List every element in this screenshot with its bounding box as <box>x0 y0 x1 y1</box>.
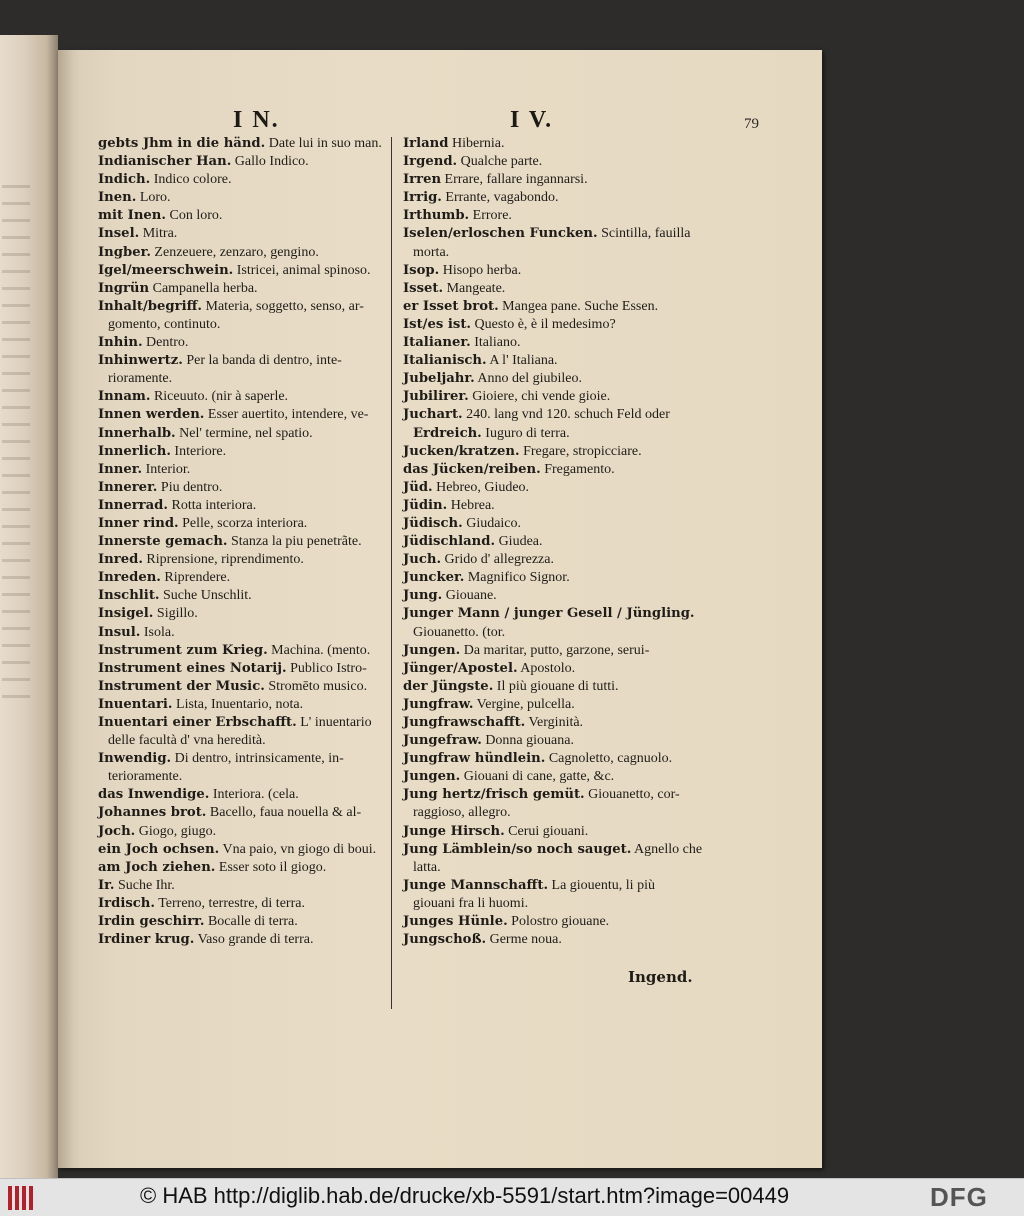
copyright-url: © HAB http://diglib.hab.de/drucke/xb-5591/start.htm?image=00449 <box>140 1183 790 1208</box>
german-headword: Instrument zum Krieg. <box>98 642 268 658</box>
german-headword: Jung. <box>403 588 443 604</box>
italian-gloss: Piu dentro. <box>157 479 223 495</box>
italian-gloss: Apostolo. <box>517 660 576 676</box>
dictionary-entry <box>98 587 434 605</box>
italian-gloss: Giouanetto. (tor. <box>413 624 506 640</box>
german-headword: Johannes brot. <box>98 805 207 821</box>
dictionary-entry <box>403 569 763 587</box>
dictionary-entry <box>98 153 434 171</box>
italian-gloss: Suche Ihr. <box>114 877 175 893</box>
dictionary-entry <box>98 443 434 461</box>
dictionary-entry <box>403 624 763 642</box>
italian-gloss: Magnifico Signor. <box>464 570 570 586</box>
italian-gloss: Errore. <box>469 208 512 224</box>
italian-gloss: Interior. <box>142 461 191 477</box>
italian-gloss: Per la banda di dentro, inte- <box>182 353 342 369</box>
german-headword: Jungfrawschafft. <box>403 715 526 730</box>
italian-gloss: Il più giouane di tutti. <box>493 678 619 694</box>
dictionary-entry <box>403 877 763 895</box>
italian-gloss: Da maritar, putto, garzone, serui- <box>460 642 650 658</box>
german-headword: Isop. <box>403 262 440 278</box>
italian-gloss: Riprensione, riprendimento. <box>142 552 304 568</box>
dictionary-entry <box>98 334 434 352</box>
italian-gloss: Publico Istro- <box>286 660 367 676</box>
german-headword: ein Joch ochsen. <box>98 841 220 857</box>
german-headword: Inschlit. <box>98 588 160 604</box>
italian-gloss: Gallo Indico. <box>231 154 309 170</box>
german-headword: Jünger/Apostel. <box>403 660 518 676</box>
german-headword: Jungfraw. <box>403 696 474 712</box>
german-headword: Junges Hünle. <box>403 914 508 930</box>
italian-gloss: Isola. <box>140 624 175 640</box>
german-headword: Jungen. <box>403 769 461 785</box>
footer-bar <box>0 1178 1024 1216</box>
italian-gloss: Dentro. <box>142 335 189 351</box>
dictionary-entry <box>403 587 763 605</box>
previous-page-edge <box>0 35 58 1178</box>
german-headword: Inner rind. <box>98 515 179 531</box>
italian-gloss: raggioso, allegro. <box>413 805 511 821</box>
dictionary-entry <box>98 461 434 479</box>
italian-gloss: Hibernia. <box>448 136 505 151</box>
dictionary-entry <box>98 895 434 913</box>
italian-gloss: Di dentro, intrinsicamente, in- <box>171 751 344 767</box>
german-headword: Junge Mannschafft. <box>403 877 549 893</box>
german-headword: Instrument der Music. <box>98 678 265 694</box>
italian-gloss: Esser soto il giogo. <box>215 859 327 875</box>
dictionary-entry <box>98 786 434 804</box>
italian-gloss: Giudaico. <box>462 515 522 531</box>
german-headword: Inhin. <box>98 335 143 351</box>
german-headword: Inner. <box>98 461 143 477</box>
dictionary-entry <box>403 768 763 786</box>
dictionary-entry <box>403 823 763 841</box>
italian-gloss: Vna paio, vn giogo di boui. <box>219 841 377 857</box>
italian-gloss: Mangeate. <box>443 280 506 296</box>
dictionary-entry <box>98 660 434 678</box>
german-headword: Juch. <box>403 552 442 568</box>
dictionary-entry <box>98 768 434 786</box>
dictionary-entry <box>98 859 434 877</box>
italian-gloss: Qualche parte. <box>457 154 543 170</box>
german-headword: Inhinwertz. <box>98 353 183 369</box>
italian-gloss: morta. <box>413 244 450 260</box>
german-headword: Igel/meerschwein. <box>98 262 234 278</box>
italian-gloss: Fregare, stropicciare. <box>519 443 642 459</box>
german-headword: Jüdischland. <box>403 534 496 550</box>
italian-gloss: rioramente. <box>108 371 173 387</box>
italian-gloss: Loro. <box>136 190 171 206</box>
german-headword: Jungen. <box>403 642 461 658</box>
dictionary-entry <box>403 352 763 370</box>
dictionary-entry <box>98 642 434 660</box>
german-headword: Innerlich. <box>98 443 171 459</box>
dictionary-entry <box>98 244 434 262</box>
dictionary-entry <box>403 732 763 750</box>
german-headword: Jubeljahr. <box>403 371 475 387</box>
dictionary-entry <box>98 207 434 225</box>
german-headword: Inuentari einer Erbschafft. <box>98 715 297 730</box>
dictionary-entry <box>403 841 763 859</box>
italian-gloss: Donna giouana. <box>481 733 574 749</box>
dictionary-entry <box>98 262 434 280</box>
italian-gloss: Mangea pane. Suche Essen. <box>498 298 659 314</box>
italian-gloss: Zenzeuere, zenzaro, gengino. <box>150 244 319 260</box>
german-headword: Instrument eines Notarij. <box>98 660 287 676</box>
italian-gloss: Con loro. <box>165 208 223 224</box>
dictionary-entry <box>403 931 763 949</box>
dictionary-entry <box>403 678 763 696</box>
previous-page-ghost-text <box>2 185 30 705</box>
german-headword: er Isset brot. <box>403 298 499 314</box>
german-headword: der Jüngste. <box>403 678 494 694</box>
german-headword: Insigel. <box>98 606 154 622</box>
german-headword: Iselen/erloschen Funcken. <box>403 226 598 242</box>
italian-gloss: Grido d' allegrezza. <box>441 552 554 568</box>
running-head-left: I N. <box>233 107 280 133</box>
german-headword: Italianer. <box>403 335 471 351</box>
german-headword: Innerrad. <box>98 497 168 513</box>
dictionary-entry <box>98 497 434 515</box>
library-logo-icon <box>8 1186 34 1210</box>
dictionary-entry <box>403 425 763 443</box>
italian-gloss: Campanella herba. <box>149 280 258 296</box>
catchword: Ingend. <box>628 968 693 986</box>
german-headword: das Inwendige. <box>98 787 210 803</box>
italian-gloss: Esser auertito, intendere, ve- <box>204 407 369 423</box>
dictionary-entry <box>403 895 763 913</box>
dictionary-entry <box>98 551 434 569</box>
german-headword: Jüdisch. <box>403 515 463 531</box>
italian-gloss: Anno del giubileo. <box>474 371 583 387</box>
italian-gloss: terioramente. <box>108 769 183 785</box>
dictionary-entry <box>403 298 763 316</box>
dictionary-entry <box>98 352 434 370</box>
german-headword: Irrig. <box>403 190 442 206</box>
german-headword: Innerste gemach. <box>98 534 228 550</box>
italian-gloss: Sigillo. <box>153 606 198 622</box>
italian-gloss: Giouane. <box>442 588 497 604</box>
italian-gloss: Vergine, pulcella. <box>473 696 575 712</box>
italian-gloss: A l' Italiana. <box>486 353 558 369</box>
italian-gloss: Polostro giouane. <box>507 914 610 930</box>
italian-gloss: Giudea. <box>495 534 543 550</box>
dictionary-entry <box>403 515 763 533</box>
dictionary-entry <box>403 316 763 334</box>
italian-gloss: Stromēto musico. <box>264 678 368 694</box>
dictionary-entry <box>98 406 434 424</box>
dictionary-entry <box>98 225 434 243</box>
german-headword: Juncker. <box>403 570 465 586</box>
german-headword: Jüdin. <box>403 497 448 513</box>
italian-gloss: Terreno, terrestre, di terra. <box>154 895 305 911</box>
dictionary-entry <box>98 877 434 895</box>
italian-gloss: 240. lang vnd 120. schuch Feld oder <box>462 407 670 423</box>
italian-gloss: gomento, continuto. <box>108 316 221 332</box>
italian-gloss: Agnello che <box>631 841 703 857</box>
italian-gloss: delle facultà d' vna heredità. <box>108 733 266 749</box>
italian-gloss: Hebreo, Giudeo. <box>432 479 530 495</box>
italian-gloss: Verginità. <box>525 715 584 730</box>
dictionary-entry <box>98 316 434 334</box>
italian-gloss: Riprendere. <box>160 570 231 586</box>
italian-gloss: Materia, soggetto, senso, ar- <box>202 298 364 314</box>
italian-gloss: Lista, Inuentario, nota. <box>172 696 304 712</box>
italian-gloss: Bocalle di terra. <box>204 914 298 930</box>
german-headword: Ir. <box>98 877 115 893</box>
german-headword: Inuentari. <box>98 696 173 712</box>
dictionary-entry <box>98 678 434 696</box>
dictionary-entry <box>403 189 763 207</box>
dictionary-entry <box>98 841 434 859</box>
dictionary-entry <box>98 913 434 931</box>
german-headword: Jungfraw hündlein. <box>403 751 546 767</box>
left-column <box>98 135 434 949</box>
italian-gloss: Istricei, animal spinoso. <box>233 262 371 278</box>
dictionary-entry <box>403 786 763 804</box>
dictionary-entry <box>403 859 763 877</box>
german-headword: Irdin geschirr. <box>98 914 205 930</box>
italian-gloss: Cagnoletto, cagnuolo. <box>545 751 673 767</box>
german-headword: Jüd. <box>403 479 433 495</box>
german-headword: Irland <box>403 136 449 151</box>
dictionary-entry <box>403 696 763 714</box>
german-headword: Insul. <box>98 624 141 640</box>
german-headword: Junger Mann / junger Gesell / Jüngling. <box>403 606 695 622</box>
german-headword: Erdreich. <box>413 425 482 441</box>
german-headword: Irdiner krug. <box>98 932 195 948</box>
italian-gloss: Gioiere, chi vende gioie. <box>468 389 611 405</box>
german-headword: gebts Jhm in die händ. <box>98 136 266 151</box>
italian-gloss: Date lui in suo man. <box>265 136 382 151</box>
italian-gloss: Riceuuto. (nir à saperle. <box>150 389 289 405</box>
german-headword: Innerhalb. <box>98 425 176 441</box>
dictionary-entry <box>403 714 763 732</box>
dictionary-entry <box>98 425 434 443</box>
german-headword: Jubilirer. <box>403 389 469 405</box>
italian-gloss: Interiora. (cela. <box>209 787 299 803</box>
german-headword: am Joch ziehen. <box>98 859 216 875</box>
dictionary-entry <box>403 443 763 461</box>
dictionary-entry <box>403 642 763 660</box>
italian-gloss: Rotta interiora. <box>168 497 257 513</box>
dictionary-entry <box>403 388 763 406</box>
book-page <box>58 50 822 1168</box>
german-headword: Inwendig. <box>98 751 172 767</box>
right-column <box>403 135 763 949</box>
german-headword: Isset. <box>403 280 444 296</box>
italian-gloss: Cerui giouani. <box>504 823 589 839</box>
german-headword: Jungschoß. <box>403 932 487 948</box>
dictionary-entry <box>403 153 763 171</box>
italian-gloss: latta. <box>413 859 441 875</box>
german-headword: Jungefraw. <box>403 733 482 749</box>
dictionary-entry <box>403 334 763 352</box>
italian-gloss: Machina. (mento. <box>267 642 371 658</box>
german-headword: Insel. <box>98 226 140 242</box>
italian-gloss: Giogo, giugo. <box>135 823 217 839</box>
italian-gloss: Errante, vagabondo. <box>441 190 559 206</box>
italian-gloss: Germe noua. <box>486 932 562 948</box>
german-headword: Inhalt/begriff. <box>98 298 203 314</box>
german-headword: Italianisch. <box>403 353 487 369</box>
german-headword: Innerer. <box>98 479 158 495</box>
page-gutter <box>58 50 80 1168</box>
dictionary-entry <box>403 207 763 225</box>
german-headword: Ingber. <box>98 244 151 260</box>
dictionary-entry <box>403 262 763 280</box>
italian-gloss: Italiano. <box>470 335 521 351</box>
dictionary-entry <box>98 171 434 189</box>
dictionary-entry <box>403 370 763 388</box>
dictionary-entry <box>403 479 763 497</box>
dictionary-entry <box>403 135 763 153</box>
italian-gloss: Suche Unschlit. <box>159 588 252 604</box>
dictionary-entry <box>98 370 434 388</box>
dfg-logo: DFG <box>930 1182 988 1212</box>
dictionary-entry <box>98 533 434 551</box>
italian-gloss: Stanza la piu penetrãte. <box>227 534 362 550</box>
german-headword: Inen. <box>98 190 137 206</box>
dictionary-entry <box>403 533 763 551</box>
dictionary-entry <box>98 605 434 623</box>
italian-gloss: Giouani di cane, gatte, &c. <box>460 769 615 785</box>
dictionary-entry <box>98 624 434 642</box>
italian-gloss: Iuguro di terra. <box>481 425 570 441</box>
dictionary-entry <box>98 298 434 316</box>
dictionary-entry <box>403 605 763 623</box>
german-headword: das Jücken/reiben. <box>403 461 541 477</box>
dictionary-entry <box>98 696 434 714</box>
dictionary-entry <box>98 804 434 822</box>
german-headword: Juchart. <box>403 407 463 423</box>
dictionary-entry <box>98 515 434 533</box>
dictionary-entry <box>98 189 434 207</box>
italian-gloss: Fregamento. <box>540 461 615 477</box>
italian-gloss: Questo è, è il medesimo? <box>471 316 616 332</box>
italian-gloss: Giouanetto, cor- <box>584 787 680 803</box>
italian-gloss: Scintilla, fauilla <box>597 226 691 242</box>
italian-gloss: L' inuentario <box>296 715 372 730</box>
italian-gloss: giouani fra li huomi. <box>413 895 529 911</box>
italian-gloss: Hisopo herba. <box>439 262 522 278</box>
italian-gloss: Nel' termine, nel spatio. <box>175 425 313 441</box>
german-headword: Irdisch. <box>98 895 155 911</box>
german-headword: Indianischer Han. <box>98 154 232 170</box>
italian-gloss: Interiore. <box>170 443 227 459</box>
german-headword: Ingrün <box>98 280 150 296</box>
german-headword: Joch. <box>98 823 136 839</box>
german-headword: Ist/es ist. <box>403 316 472 332</box>
dictionary-entry <box>403 406 763 424</box>
dictionary-entry <box>403 804 763 822</box>
dictionary-entry <box>98 135 434 153</box>
german-headword: Irthumb. <box>403 208 470 224</box>
dictionary-entry <box>403 461 763 479</box>
german-headword: mit Inen. <box>98 208 166 224</box>
german-headword: Inreden. <box>98 570 161 586</box>
dictionary-entry <box>403 750 763 768</box>
german-headword: Junge Hirsch. <box>403 823 505 839</box>
german-headword: Irgend. <box>403 154 458 170</box>
dictionary-entry <box>98 750 434 768</box>
german-headword: Inred. <box>98 552 143 568</box>
italian-gloss: Bacello, faua nouella & al- <box>206 805 362 821</box>
page-number: 79 <box>744 116 759 132</box>
dictionary-entry <box>403 244 763 262</box>
italian-gloss: Mitra. <box>139 226 178 242</box>
italian-gloss: Vaso grande di terra. <box>194 932 314 948</box>
dictionary-entry <box>98 280 434 298</box>
running-head-right: I V. <box>510 107 554 133</box>
dictionary-entry <box>403 551 763 569</box>
italian-gloss: La giouentu, li più <box>548 877 655 893</box>
dictionary-entry <box>98 931 434 949</box>
dictionary-entry <box>98 388 434 406</box>
italian-gloss: Indico colore. <box>150 172 232 188</box>
dictionary-entry <box>403 225 763 243</box>
dictionary-entry <box>403 660 763 678</box>
german-headword: Innam. <box>98 389 151 405</box>
italian-gloss: Hebrea. <box>447 497 495 513</box>
german-headword: Jung Lämblein/so noch sauget. <box>403 841 632 857</box>
german-headword: Irren <box>403 172 442 188</box>
dictionary-entry <box>403 171 763 189</box>
italian-gloss: Pelle, scorza interiora. <box>178 515 308 531</box>
dictionary-entry <box>98 479 434 497</box>
german-headword: Jung hertz/frisch gemüt. <box>403 787 585 803</box>
dictionary-entry <box>403 280 763 298</box>
dictionary-entry <box>403 913 763 931</box>
dictionary-entry <box>98 732 434 750</box>
italian-gloss: Errare, fallare ingannarsi. <box>441 172 588 188</box>
dictionary-entry <box>98 569 434 587</box>
german-headword: Indich. <box>98 172 151 188</box>
dictionary-entry <box>403 497 763 515</box>
dictionary-entry <box>98 714 434 732</box>
german-headword: Jucken/kratzen. <box>403 443 520 459</box>
german-headword: Innen werden. <box>98 407 205 423</box>
dictionary-entry <box>98 823 434 841</box>
